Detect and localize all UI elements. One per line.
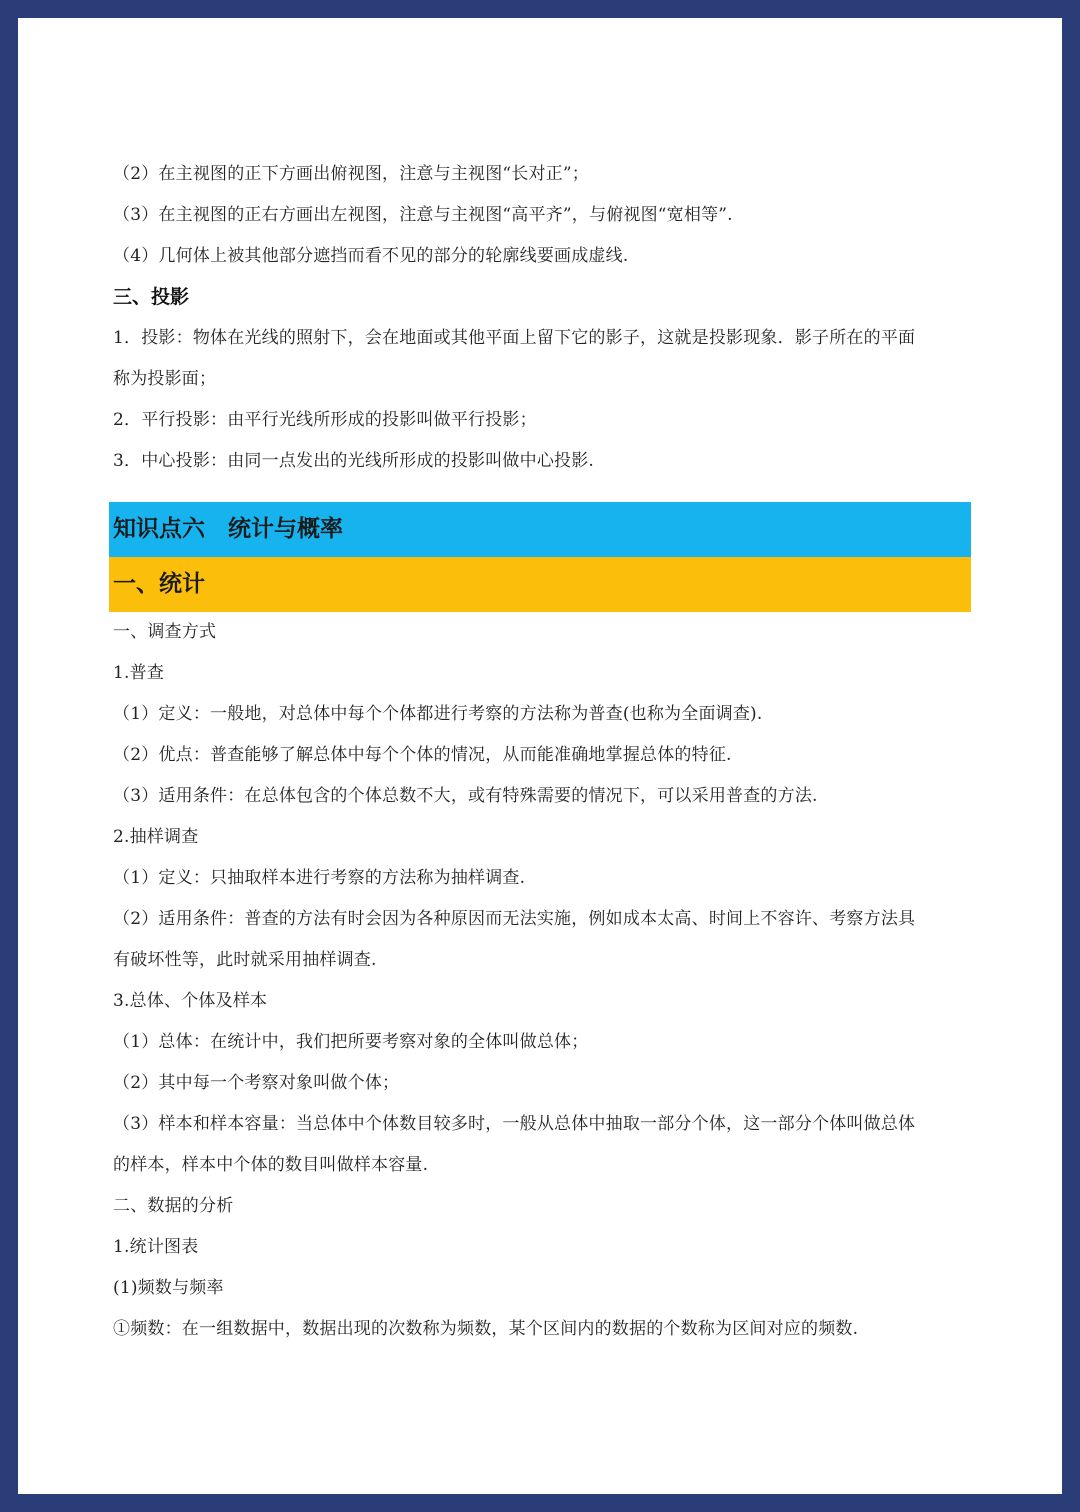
text-line: 3．中心投影：由同一点发出的光线所形成的投影叫做中心投影. [113, 451, 595, 471]
subheading-survey: 一、调查方式 [113, 622, 217, 642]
text-line: （2）在主视图的正下方画出俯视图，注意与主视图“长对正”； [113, 164, 589, 184]
text-line: （3）适用条件：在总体包含的个体总数不大，或有特殊需要的情况下，可以采用普查的方法. [113, 786, 818, 806]
knowledge-point-banner: 知识点六 统计与概率 [109, 502, 971, 557]
statistics-section [113, 612, 971, 1350]
text-line: 称为投影面； [113, 369, 217, 389]
subheading-census: 1.普查 [113, 663, 165, 683]
text-line: 2．平行投影：由平行光线所形成的投影叫做平行投影； [113, 410, 537, 430]
text-line: （1）总体：在统计中，我们把所要考察对象的全体叫做总体； [113, 1032, 589, 1052]
text-line: （2）其中每一个考察对象叫做个体； [113, 1073, 400, 1093]
text-line: 1．投影：物体在光线的照射下，会在地面或其他平面上留下它的影子，这就是投影现象．影子所在的平面 [113, 328, 916, 348]
text-line: （1）定义：只抽取样本进行考察的方法称为抽样调查. [113, 868, 526, 888]
text-line: （4）几何体上被其他部分遮挡而看不见的部分的轮廓线要画成虚线. [113, 246, 629, 266]
subheading-population: 3.总体、个体及样本 [113, 991, 268, 1011]
document-page [18, 18, 1062, 1494]
projection-section [113, 154, 971, 482]
text-line: （3）在主视图的正右方画出左视图，注意与主视图“高平齐”，与俯视图“宽相等”. [113, 205, 733, 225]
text-line: （2）优点：普查能够了解总体中每个个体的情况，从而能准确地掌握总体的特征. [113, 745, 732, 765]
subheading-analysis: 二、数据的分析 [113, 1196, 234, 1216]
subheading-frequency: (1)频数与频率 [113, 1278, 224, 1298]
subheading-sampling: 2.抽样调查 [113, 827, 199, 847]
text-line: （1）定义：一般地，对总体中每个个体都进行考察的方法称为普查(也称为全面调查). [113, 704, 763, 724]
subheading-charts: 1.统计图表 [113, 1237, 199, 1257]
text-line: 的样本，样本中个体的数目叫做样本容量. [113, 1155, 429, 1175]
section-heading-projection: 三、投影 [113, 286, 190, 308]
text-line: （2）适用条件：普查的方法有时会因为各种原因而无法实施，例如成本太高、时间上不容许、考察方法具 [113, 909, 916, 929]
text-line: ①频数：在一组数据中，数据出现的次数称为频数，某个区间内的数据的个数称为区间对应的频数. [113, 1319, 859, 1339]
text-line: 有破坏性等，此时就采用抽样调查. [113, 950, 377, 970]
text-line: （3）样本和样本容量：当总体中个体数目较多时，一般从总体中抽取一部分个体，这一部分个体叫做总体 [113, 1114, 916, 1134]
statistics-banner: 一、统计 [109, 557, 971, 612]
